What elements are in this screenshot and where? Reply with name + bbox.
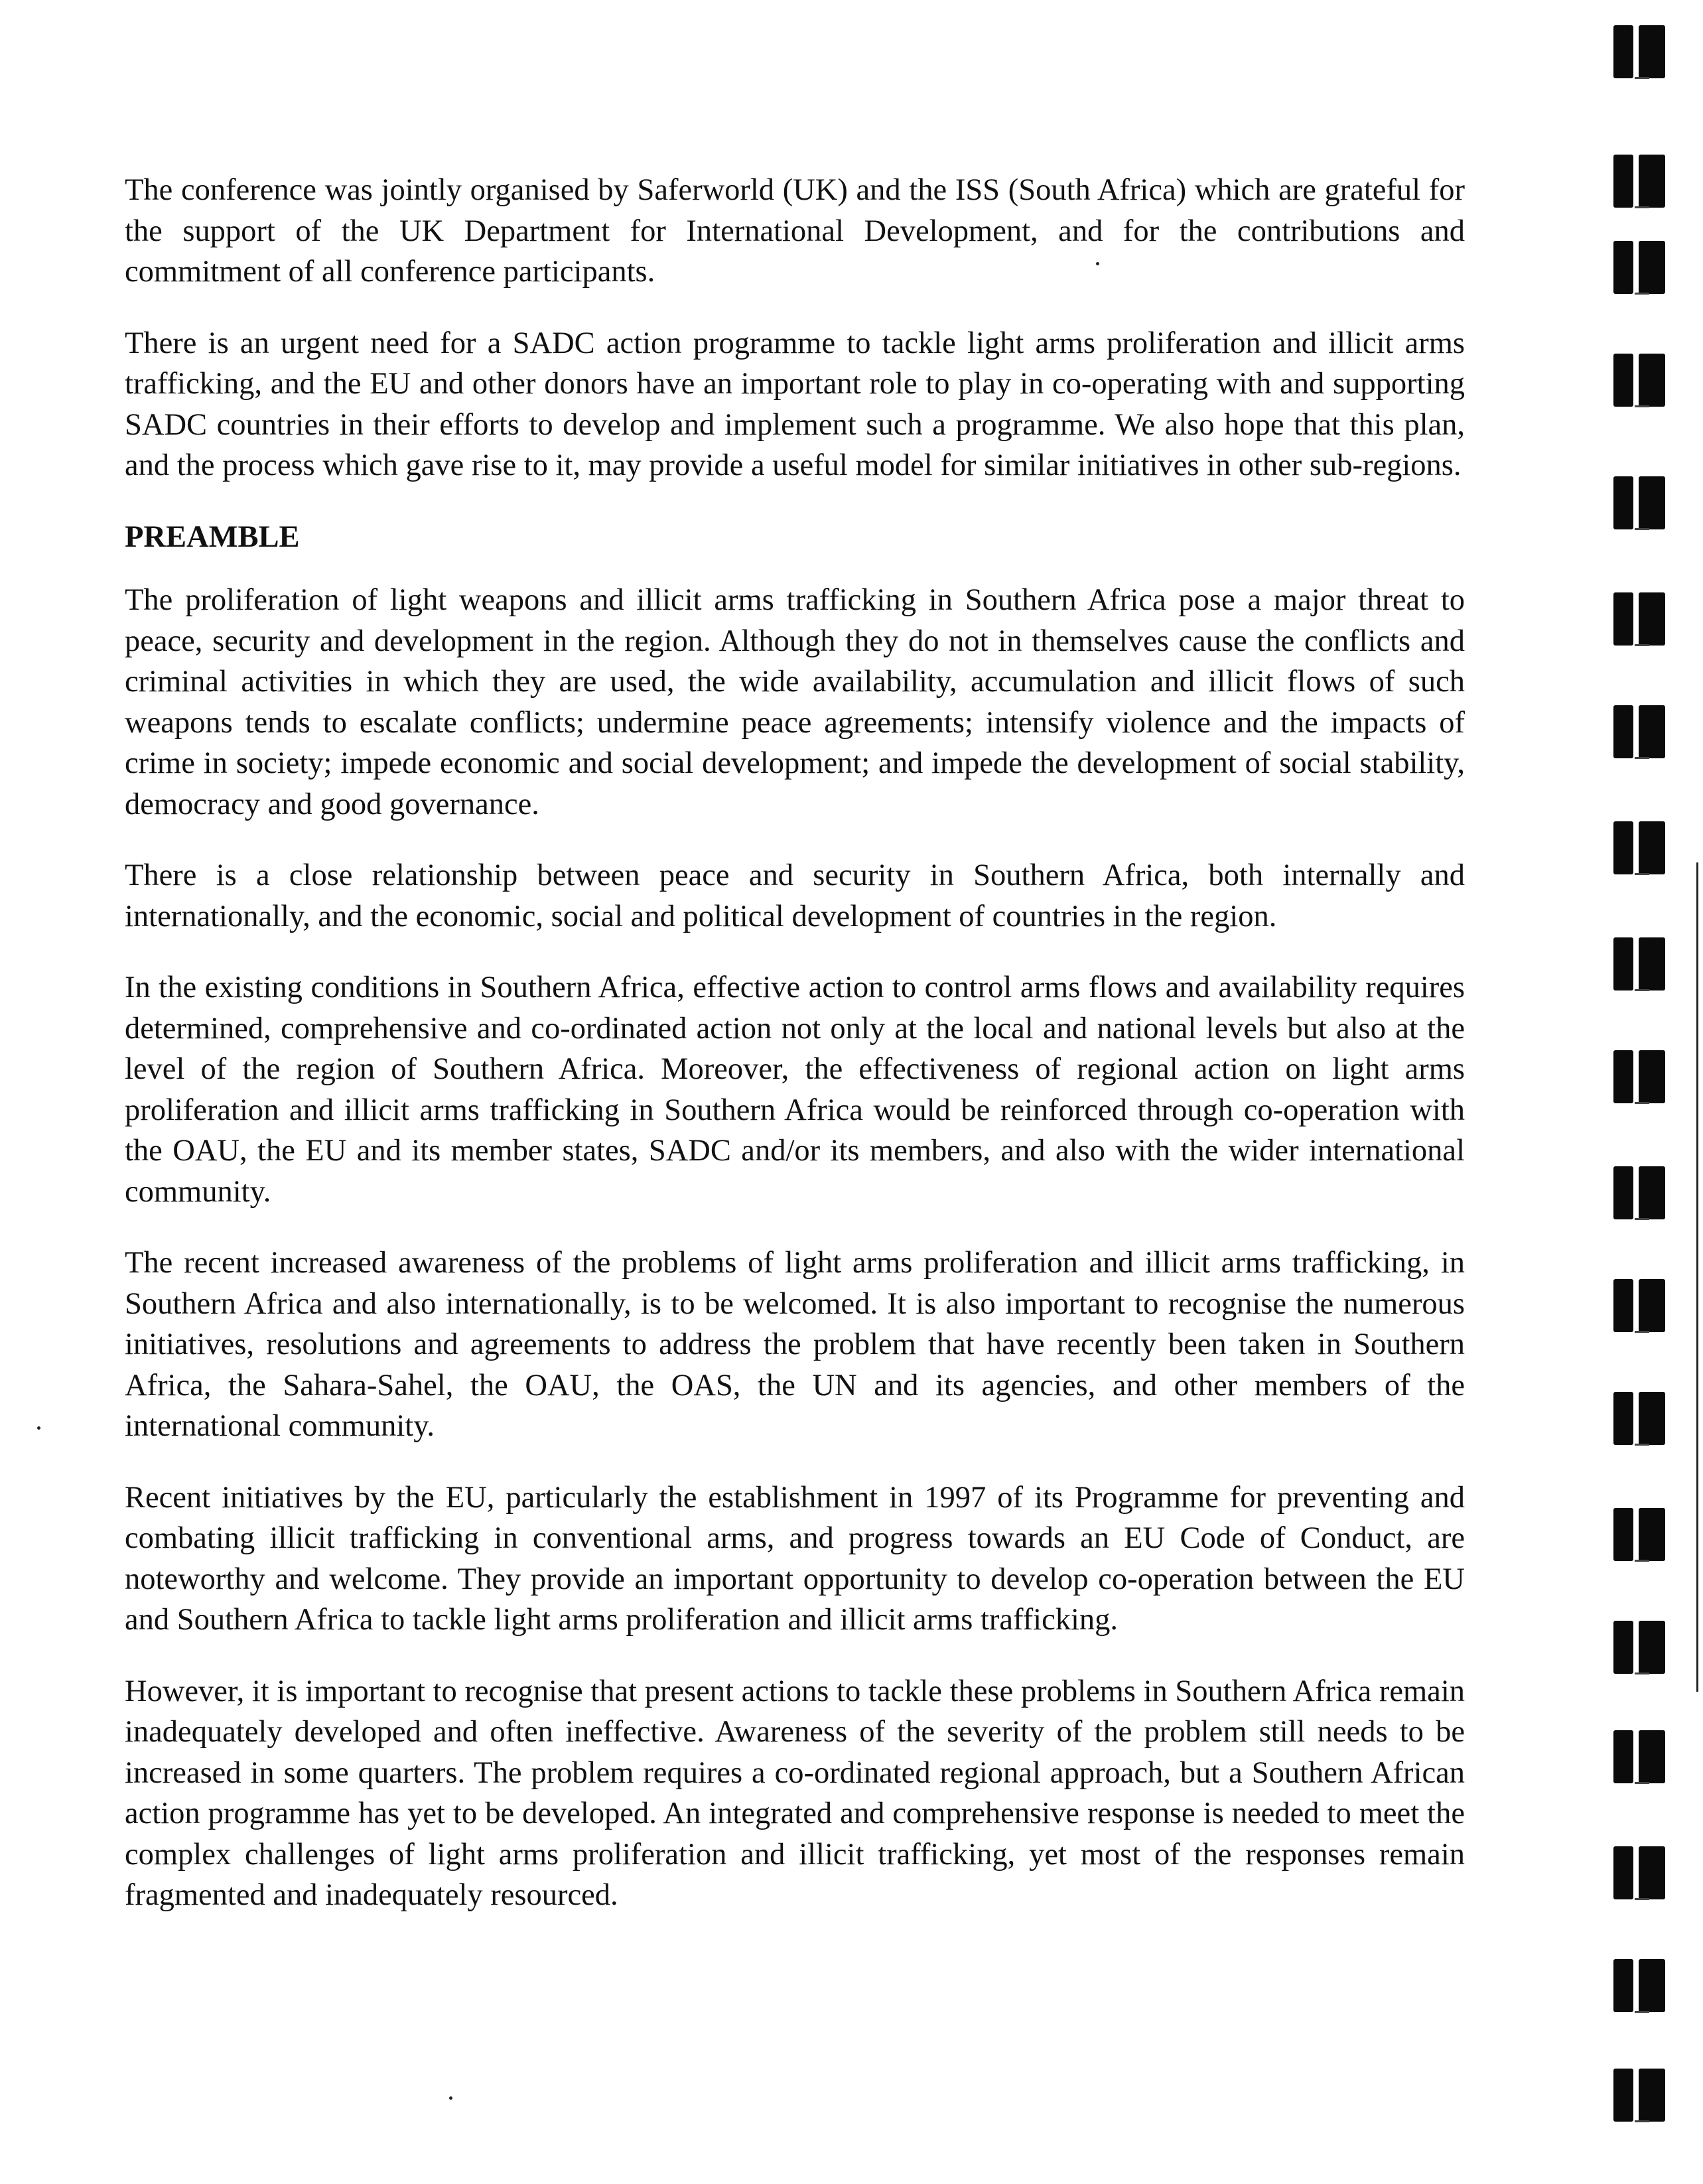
paragraph-inadequate-actions: However, it is important to recognise that present actions to tackle these problems in Southern Africa remain inadequately developed and often ineffective. Awareness of the severity of the problem still needs to be increased in some quarters. The problem requires a co-ordinated regional approach, but a Southern African action programme has yet to be developed. An integrated and comprehensive response is needed to meet the complex challenges of light arms proliferation and illicit trafficking, yet most of the responses remain fragmented and inadequately resourced. [125,1674,1465,1912]
binding-ring [1612,471,1667,532]
spiral-binding [1600,0,1703,2184]
paragraph-proliferation: The proliferation of light weapons and illicit arms trafficking in Southern Africa pose a major threat to peace, security and development in the region. Although they do not in themselves cause the conflicts and criminal activities in which they are used, the wide availability, accumulation and illicit flows of such weapons tends to escalate conflicts; undermine peace agreements; intensify violence and the impacts of crime in society; impede economic and social development; and impede the development of social stability, democracy and good governance. [125,583,1465,821]
page-edge-line [1696,862,1698,1692]
binding-ring [1612,1503,1667,1564]
section-heading-preamble: PREAMBLE [125,519,300,554]
scan-speck [1096,262,1099,265]
binding-ring [1612,1274,1667,1335]
paragraph-recent-awareness: The recent increased awareness of the problems of light arms proliferation and illicit arms trafficking, in Southern Africa and also internationally, is to be welcomed. It is also important to recognise the numerous initiatives, resolutions and agreements to address the problem that have recently been taken in Southern Africa, the Sahara-Sahel, the OAU, the OAS, the UN and its agencies, and other members of the international community. [125,1246,1465,1443]
binding-ring [1612,700,1667,761]
binding-ring [1612,348,1667,409]
binding-ring [1612,1387,1667,1448]
binding-ring [1612,149,1667,210]
binding-ring [1612,587,1667,648]
scan-speck [37,1426,40,1430]
paragraph-existing-conditions: In the existing conditions in Southern Africa, effective action to control arms flows and availability requires determined, comprehensive and co-ordinated action not only at the local and national levels but also at the level of the region of Southern Africa. Moreover, the effectiveness of regional action on light arms proliferation and illicit arms trafficking in Southern Africa would be reinforced through co-operation with the OAU, the EU and its member states, SADC and/or its members, and also with the wider international community. [125,971,1465,1209]
paragraph-relationship: There is a close relationship between peace and security in Southern Africa, both internally and internationally, and the economic, social and political development of countries in the region. [125,858,1465,933]
binding-ring [1612,1615,1667,1676]
binding-ring [1612,932,1667,993]
binding-ring [1612,2063,1667,2124]
binding-ring [1612,816,1667,877]
binding-ring [1612,1725,1667,1786]
binding-ring [1612,1161,1667,1222]
paragraph-conference: The conference was jointly organised by Saferworld (UK) and the ISS (South Africa) which are grateful for the support of the UK Department for International Development, and for the contributions and commitment of all conference participants. [125,173,1465,289]
paragraph-eu-initiatives: Recent initiatives by the EU, particularly the establishment in 1997 of its Programme for preventing and combating illicit trafficking in conventional arms, and progress towards an EU Code of Conduct, are noteworthy and welcome. They provide an important opportunity to develop co-operation between the EU and Southern Africa to tackle light arms proliferation and illicit arms trafficking. [125,1480,1465,1637]
binding-ring [1612,1954,1667,2015]
binding-ring [1612,236,1667,297]
binding-ring [1612,20,1667,81]
binding-ring [1612,1841,1667,1902]
document-body [125,170,1465,1946]
scan-speck [449,2096,452,2100]
binding-ring [1612,1045,1667,1106]
paragraph-urgent-need: There is an urgent need for a SADC action programme to tackle light arms proliferation and illicit arms trafficking, and the EU and other donors have an important role to play in co-operating with and supporting SADC countries in their efforts to develop and implement such a programme. We also hope that this plan, and the process which gave rise to it, may provide a useful model for similar initiatives in other sub-regions. [125,326,1465,482]
